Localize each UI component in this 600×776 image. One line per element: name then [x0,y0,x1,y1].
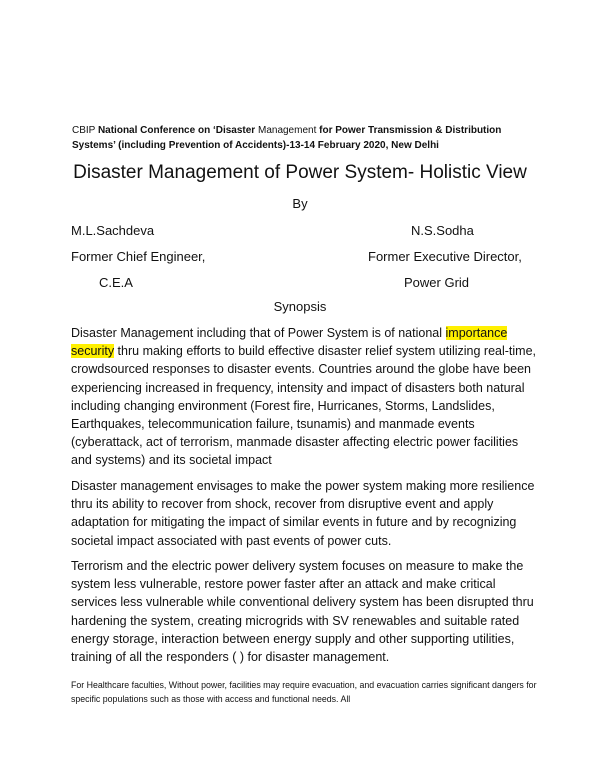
author-left-name: M.L.Sachdeva [71,223,155,238]
synopsis-heading: Synopsis [273,299,327,314]
conference-header [72,124,542,153]
header-bold-part-2: for Power Transmission & Distribution Systems’ (including Prevention of Accidents)-13-14 February 2020, New Delhi [72,125,502,151]
header-normal-part: Management [257,125,320,136]
para1-before: Disaster Management including that of Power System is of national [71,326,446,340]
para1-after: thru making efforts to build effective disaster relief system utilizing real-time, crowdsourced responses to disaster events. Countries around the globe have been experiencing increased in frequency, intensity and impact of disasters both natural including changing environment (Forest fire, Hurricanes, Storms, Landslides, Earthquakes, telecommunication failure, tsunamis) and manmade events (cyberattack, act of terrorism, manmade disaster affecting electric power facilities and systems) and its societal impact [71,344,537,468]
highlight-security: security [71,344,115,359]
by-line: By [292,196,308,211]
author-right-role: Former Executive Director, [368,249,522,264]
footnote-paragraph [71,678,541,706]
footnote-lead: For Healthcare faculties, [71,680,169,690]
author-left-org: C.E.A [99,275,133,290]
header-bold-part-1: National Conference on ‘Disaster [97,125,258,136]
paragraph-2: Disaster management envisages to make the power system making more resilience thru its ability to recover from shock, recover from disruptive event and apply adaptation for mitigating the impact of similar events in future and by recognizing societal impact associated with past events of power cuts. [71,479,535,548]
footnote-body: Without power, facilities may require evacuation, and evacuation carries significant dangers for specific populations such as those with access and functional needs. All [71,680,537,704]
header-prefix: CBIP [72,125,98,136]
paragraph-1 [71,324,537,470]
author-left-role: Former Chief Engineer, [71,249,206,264]
author-right-name: N.S.Sodha [411,223,474,238]
highlight-importance: importance [445,326,508,340]
author-right-org: Power Grid [404,275,470,290]
document-title: Disaster Management of Power System- Holistic View [73,162,527,183]
paragraph-3: Terrorism and the electric power delivery system focuses on measure to make the system less vulnerable, restore power faster after an attack and make critical services less vulnerable while conventional delivery system has been disrupted thru hardening the system, creating microgrids with SV renewables and suitable rated energy storage, interaction between energy supply and other supporting utilities, training of all the responders ( ) for disaster management. [71,559,534,665]
